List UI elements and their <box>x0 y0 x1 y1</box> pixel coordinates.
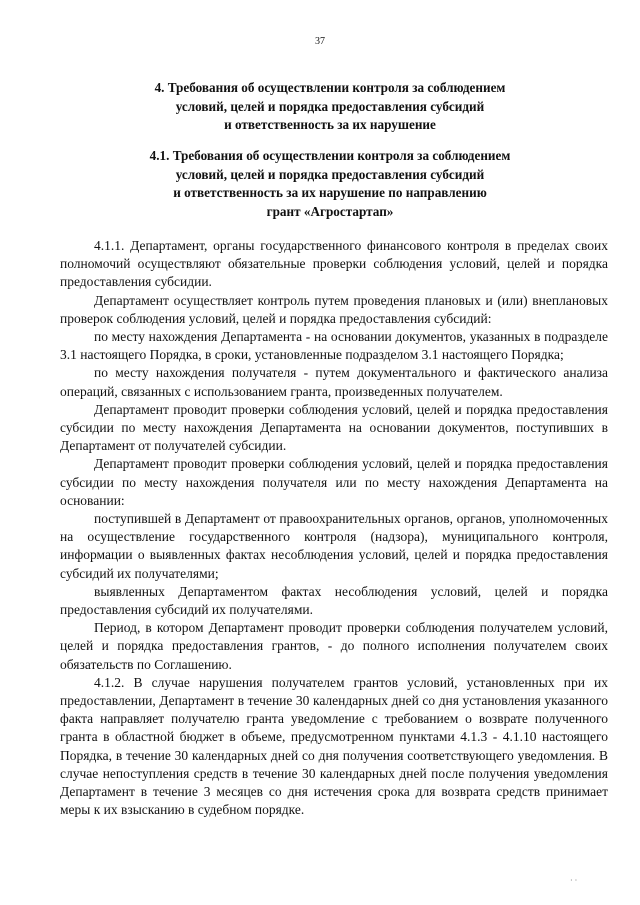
heading-line: и ответственность за их нарушение по направлению <box>173 185 487 200</box>
section-heading-4-1 <box>60 147 600 221</box>
heading-line: условий, целей и порядка предоставления субсидий <box>175 166 485 182</box>
paragraph: выявленных Департаментом фактах несоблюдения условий, целей и порядка предоставления субсидий их получателями. <box>60 583 608 618</box>
margin-mark: · · <box>570 876 578 885</box>
paragraph: Период, в котором Департамент проводит проверки соблюдения получателем условий, целей и порядка предоставления грантов, - до полного исполнения получателем своих обязательств по Соглашению. <box>60 620 608 672</box>
paragraph: Департамент проводит проверки соблюдения условий, целей и порядка предоставления субсидии по месту нахождения Департамента на основании документов, поступивших в Департамент от получателей субсидии. <box>60 401 608 454</box>
paragraph: 4.1.1. Департамент, органы государственного финансового контроля в пределах своих полномочий осуществляют обязательные проверки соблюдения условий, целей и порядка предоставления субсидии. <box>60 238 608 290</box>
heading-line: 4. Требования об осуществлении контроля за соблюдением <box>154 80 506 95</box>
body-text <box>60 237 608 820</box>
section-heading-4 <box>60 79 600 135</box>
paragraph: по месту нахождения получателя - путем документального и фактического анализа операций, связанных с использованием гранта, произведенных получателем. <box>60 365 608 399</box>
paragraph: по месту нахождения Департамента - на основании документов, указанных в подразделе 3.1 настоящего Порядка, в сроки, установленные подразделом 3.1 настоящего Порядка; <box>60 329 608 363</box>
paragraph: поступившей в Департамент от правоохранительных органов, органов, уполномоченных на осуществление государственного контроля (надзора), муниципального контроля, информации о выявленных фактах несоблюдения условий, целей и порядка предоставления субсидий их получателями; <box>60 511 608 581</box>
heading-line: грант «Агростартап» <box>266 203 394 219</box>
heading-line: 4.1. Требования об осуществлении контроля за соблюдением <box>149 148 511 163</box>
heading-line: и ответственность за их нарушение <box>224 117 436 132</box>
paragraph: Департамент проводит проверки соблюдения условий, целей и порядка предоставления субсидии по месту нахождения получателя или по месту нахождения Департамента на основании: <box>60 456 608 508</box>
page-number: 37 <box>315 36 325 47</box>
paragraph: 4.1.2. В случае нарушения получателем грантов условий, установленных при их предоставлении, Департамент в течение 30 календарных дней со дня установления указанного факта направляет получателю гранта уведомление с требованием о возврате полученного гранта в областной бюджет в объеме, предусмотренном пунктами 4.1.3 - 4.1.10 настоящего Порядка, в течение 30 календарных дней со дня получения соответствующего уведомления. В случае непоступления средств в течение 30 календарных дней после получения уведомления Департамент в течение 3 месяцев со дня истечения срока для возврата средств принимает меры к их взысканию в судебном порядке. <box>60 674 608 818</box>
paragraph: Департамент осуществляет контроль путем проведения плановых и (или) внеплановых проверок соблюдения условий, целей и порядка предоставления субсидий: <box>60 292 608 326</box>
heading-line: условий, целей и порядка предоставления субсидий <box>175 98 485 114</box>
